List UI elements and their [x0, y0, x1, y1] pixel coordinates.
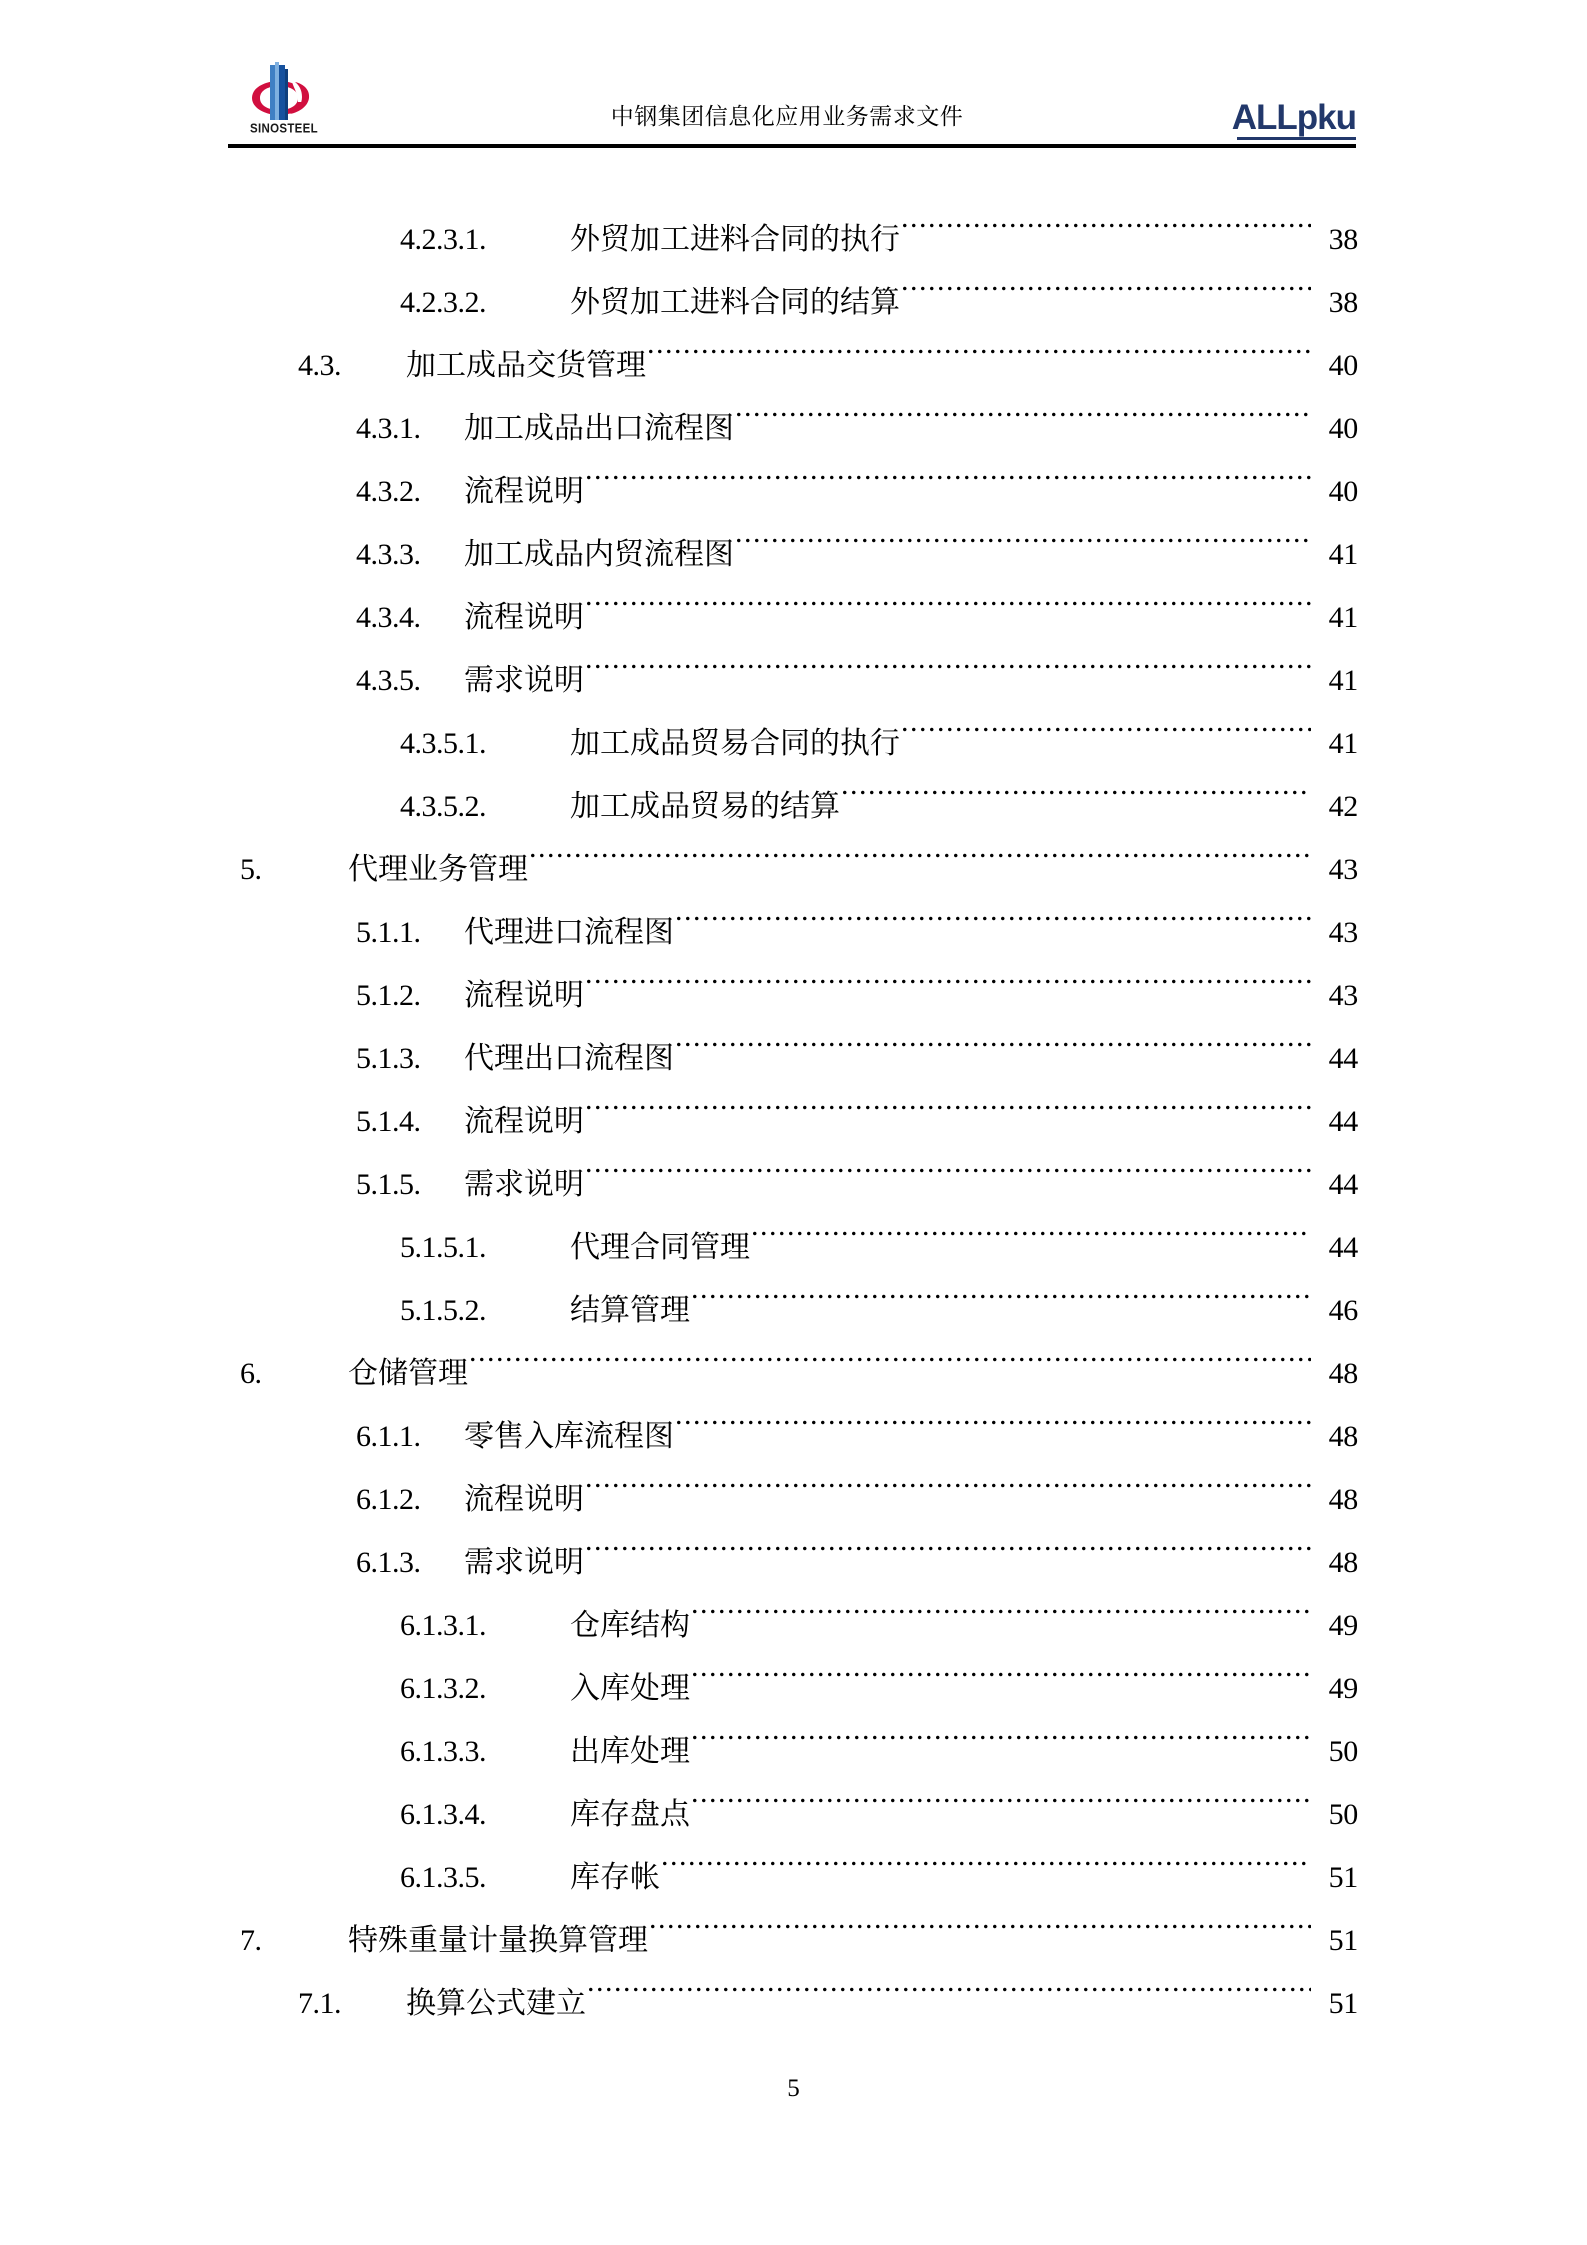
toc-entry-title: 流程说明	[464, 1104, 584, 1139]
toc-leader-dots	[661, 1824, 1311, 1887]
sinosteel-logo	[228, 62, 338, 144]
toc-entry-number: 4.3.2.	[356, 475, 421, 508]
toc-leader-dots	[691, 1698, 1311, 1761]
toc-entry-page-number: 38	[1328, 286, 1358, 319]
toc-entry-title: 需求说明	[464, 663, 584, 698]
page-footer	[0, 2075, 1587, 2103]
toc-entry-page-number: 49	[1328, 1672, 1358, 1705]
toc-entry-title: 流程说明	[464, 978, 584, 1013]
toc-entry-page-number: 43	[1328, 916, 1358, 949]
toc-entry-number: 7.	[240, 1924, 262, 1957]
toc-leader-dots	[529, 816, 1311, 879]
toc-entry[interactable]	[228, 186, 1358, 257]
toc-entry-page-number: 40	[1328, 475, 1358, 508]
toc-entry-number: 6.1.3.	[356, 1546, 421, 1579]
toc-entry-page-number: 48	[1328, 1483, 1358, 1516]
toc-entry-title: 代理业务管理	[348, 852, 528, 887]
toc-entry-title: 零售入库流程图	[464, 1419, 674, 1454]
sinosteel-wordmark: SINOSTEEL	[250, 122, 318, 136]
toc-entry-title: 外贸加工进料合同的执行	[570, 222, 900, 257]
toc-entry-number: 5.1.2.	[356, 979, 421, 1012]
toc-leader-dots	[691, 1635, 1311, 1698]
toc-entry-page-number: 41	[1328, 538, 1358, 571]
toc-leader-dots	[901, 249, 1311, 312]
toc-leader-dots	[587, 1950, 1311, 2013]
header-row	[228, 56, 1356, 144]
toc-entry-page-number: 51	[1328, 1987, 1358, 2020]
toc-entry-title: 库存帐	[570, 1860, 660, 1895]
toc-entry-number: 6.1.3.5.	[400, 1861, 486, 1894]
toc-leader-dots	[735, 375, 1311, 438]
toc-entry-title: 仓库结构	[570, 1608, 690, 1643]
toc-entry-number: 7.1.	[298, 1987, 341, 2020]
toc-entry-title: 换算公式建立	[406, 1986, 586, 2021]
toc-entry-title: 代理合同管理	[570, 1230, 750, 1265]
footer-page-number: 5	[787, 2075, 800, 2102]
toc-entry-title: 加工成品内贸流程图	[464, 537, 734, 572]
toc-entry-number: 4.3.5.2.	[400, 790, 486, 823]
toc-entry-title: 需求说明	[464, 1545, 584, 1580]
toc-entry-title: 加工成品贸易的结算	[570, 789, 840, 824]
toc-leader-dots	[649, 1887, 1311, 1950]
toc-entry-page-number: 44	[1328, 1105, 1358, 1138]
toc-entry-number: 5.1.1.	[356, 916, 421, 949]
toc-leader-dots	[585, 942, 1311, 1005]
toc-entry-title: 加工成品贸易合同的执行	[570, 726, 900, 761]
toc-entry-page-number: 40	[1328, 349, 1358, 382]
toc-leader-dots	[675, 879, 1311, 942]
toc-leader-dots	[901, 186, 1311, 249]
toc-entry-number: 4.3.3.	[356, 538, 421, 571]
allpku-wordmark: ALLpku	[1231, 98, 1356, 137]
allpku-underline	[1237, 137, 1356, 140]
toc-leader-dots	[691, 1572, 1311, 1635]
toc-entry-number: 4.2.3.1.	[400, 223, 486, 256]
toc-entry-title: 流程说明	[464, 600, 584, 635]
toc-entry-title: 加工成品交货管理	[406, 348, 646, 383]
toc-entry-number: 5.1.5.	[356, 1168, 421, 1201]
toc-entry-title: 库存盘点	[570, 1797, 690, 1832]
toc-entry-title: 代理出口流程图	[464, 1041, 674, 1076]
toc-entry-number: 4.3.4.	[356, 601, 421, 634]
toc-entry-number: 6.1.1.	[356, 1420, 421, 1453]
toc-entry-page-number: 51	[1328, 1924, 1358, 1957]
toc-entry-page-number: 41	[1328, 727, 1358, 760]
toc-entry-page-number: 51	[1328, 1861, 1358, 1894]
toc-entry-number: 5.1.4.	[356, 1105, 421, 1138]
header-divider	[228, 144, 1356, 148]
toc-entry-title: 入库处理	[570, 1671, 690, 1706]
toc-leader-dots	[691, 1761, 1311, 1824]
toc-leader-dots	[585, 1131, 1311, 1194]
toc-leader-dots	[675, 1383, 1311, 1446]
toc-entry-page-number: 46	[1328, 1294, 1358, 1327]
toc-entry-number: 5.1.5.2.	[400, 1294, 486, 1327]
page-header	[228, 56, 1356, 148]
toc-leader-dots	[735, 501, 1311, 564]
toc-entry-number: 4.2.3.2.	[400, 286, 486, 319]
toc-entry-title: 仓储管理	[348, 1356, 468, 1391]
toc-entry-number: 5.1.3.	[356, 1042, 421, 1075]
toc-entry-page-number: 38	[1328, 223, 1358, 256]
toc-entry-title: 外贸加工进料合同的结算	[570, 285, 900, 320]
toc-entry-page-number: 44	[1328, 1042, 1358, 1075]
toc-leader-dots	[585, 1509, 1311, 1572]
toc-entry-page-number: 50	[1328, 1735, 1358, 1768]
toc-leader-dots	[585, 438, 1311, 501]
toc-entry-page-number: 41	[1328, 664, 1358, 697]
toc-entry-number: 6.1.3.4.	[400, 1798, 486, 1831]
toc-entry-number: 6.1.3.1.	[400, 1609, 486, 1642]
toc-entry-number: 6.1.3.2.	[400, 1672, 486, 1705]
toc-entry-number: 4.3.1.	[356, 412, 421, 445]
toc-entry-number: 6.1.2.	[356, 1483, 421, 1516]
toc-entry-page-number: 40	[1328, 412, 1358, 445]
toc-leader-dots	[585, 1068, 1311, 1131]
toc-leader-dots	[585, 564, 1311, 627]
toc-entry-page-number: 44	[1328, 1231, 1358, 1264]
toc-entry-number: 6.	[240, 1357, 262, 1390]
toc-entry-title: 流程说明	[464, 1482, 584, 1517]
toc-entry-page-number: 48	[1328, 1546, 1358, 1579]
toc-entry-title: 出库处理	[570, 1734, 690, 1769]
table-of-contents	[228, 186, 1358, 2021]
toc-leader-dots	[585, 627, 1311, 690]
toc-entry-number: 5.1.5.1.	[400, 1231, 486, 1264]
toc-leader-dots	[469, 1320, 1311, 1383]
toc-entry-number: 6.1.3.3.	[400, 1735, 486, 1768]
sinosteel-mark-icon	[240, 62, 318, 124]
toc-leader-dots	[751, 1194, 1311, 1257]
toc-entry-page-number: 48	[1328, 1420, 1358, 1453]
toc-entry-title: 结算管理	[570, 1293, 690, 1328]
toc-leader-dots	[841, 753, 1311, 816]
toc-entry-number: 4.3.	[298, 349, 341, 382]
toc-entry-page-number: 43	[1328, 853, 1358, 886]
toc-leader-dots	[647, 312, 1311, 375]
toc-entry-number: 4.3.5.	[356, 664, 421, 697]
toc-entry-number: 4.3.5.1.	[400, 727, 486, 760]
toc-entry-number: 5.	[240, 853, 262, 886]
toc-leader-dots	[691, 1257, 1311, 1320]
allpku-logo	[1231, 78, 1356, 144]
toc-entry-page-number: 41	[1328, 601, 1358, 634]
toc-entry-page-number: 42	[1328, 790, 1358, 823]
toc-leader-dots	[675, 1005, 1311, 1068]
toc-leader-dots	[585, 1446, 1311, 1509]
toc-entry-page-number: 43	[1328, 979, 1358, 1012]
toc-leader-dots	[901, 690, 1311, 753]
toc-entry-page-number: 50	[1328, 1798, 1358, 1831]
toc-entry-title: 需求说明	[464, 1167, 584, 1202]
toc-entry-page-number: 48	[1328, 1357, 1358, 1390]
header-document-title: 中钢集团信息化应用业务需求文件	[610, 104, 964, 130]
toc-entry-title: 特殊重量计量换算管理	[348, 1923, 648, 1958]
toc-entry-title: 加工成品出口流程图	[464, 411, 734, 446]
toc-entry-title: 代理进口流程图	[464, 915, 674, 950]
toc-entry-title: 流程说明	[464, 474, 584, 509]
toc-entry-page-number: 44	[1328, 1168, 1358, 1201]
toc-entry-page-number: 49	[1328, 1609, 1358, 1642]
